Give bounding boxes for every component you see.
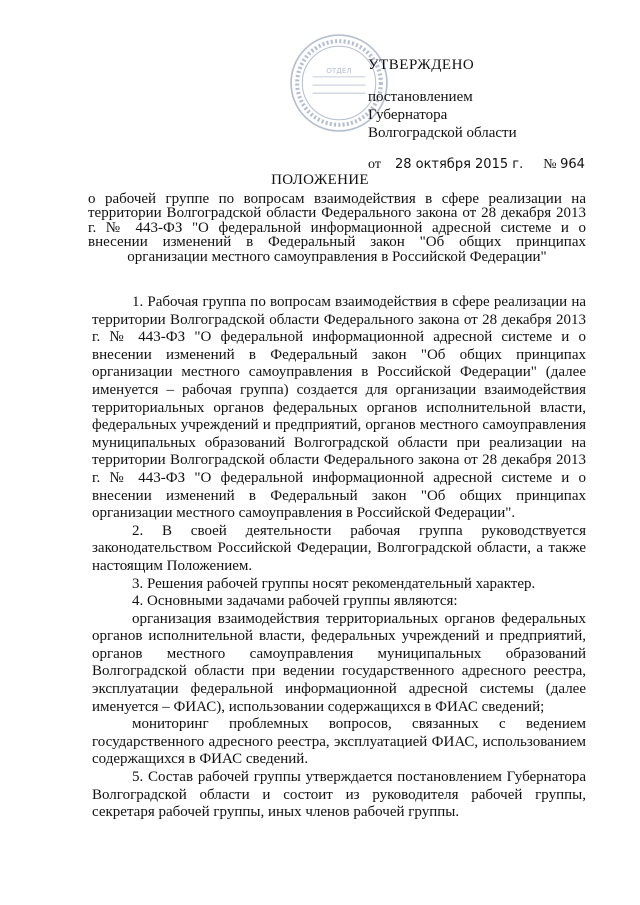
paragraph-1: 1. Рабочая группа по вопросам взаимодействия в сфере реализации на территории Волгоградской области Федерального закона от 28 декабря 2013 г. № 443-ФЗ "О федеральной информационной адресной системе и о внесении изменений в Федеральный закон "Об общих принципах организации местного самоуправления в Российской Федерации" (далее именуется – рабочая группа) создается для организации взаимодействия территориальных органов федеральных органов исполнительной власти, федеральных учреждений и предприятий, органов местного самоуправления муниципальных образований Волгоградской области при реализации на территории Волгоградской области Федерального закона от 28 декабря 2013 г. № 443-ФЗ "О федеральной информационной адресной системе и о внесении изменений в Федеральный закон "Об общих принципах организации местного самоуправления в Российской Федерации". (92, 294, 586, 522)
document-body (92, 294, 586, 822)
approval-block (368, 56, 588, 174)
approval-heading: УТВЕРЖДЕНО (368, 57, 475, 73)
approval-line-3: Волгоградской области (368, 125, 517, 141)
document-title: ПОЛОЖЕНИЕ (271, 172, 369, 188)
document-subtitle: о рабочей группе по вопросам взаимодействия в сфере реализации на территории Волгоградской области Федерального закона от 28 декабря 2013 г. № 443-ФЗ "О федеральной информационной адресной системе и о внесении изменений в Федеральный закон "Об общих принципах организации местного самоуправления в Российской Федерации" (88, 191, 586, 265)
date-prefix: от (368, 157, 381, 172)
paragraph-4: 4. Основными задачами рабочей группы являются: (132, 593, 458, 610)
date-value: 28 октября 2015 г. (394, 157, 524, 172)
number-prefix: № (543, 157, 557, 172)
paragraph-4-item-1: организация взаимодействия территориальных органов федеральных органов исполнительной власти, федеральных учреждений и предприятий, органов местного самоуправления муниципальных образований Волгоградской области при ведении государственного адресного реестра, эксплуатации федеральной информационной адресной системы (далее именуется – ФИАС), использовании содержащихся в ФИАС сведений; (92, 610, 586, 715)
paragraph-4-item-2: мониторинг проблемных вопросов, связанных с ведением государственного адресного реестра, эксплуатацией ФИАС, использованием содержащихся в ФИАС сведений. (92, 716, 586, 768)
paragraph-2: 2. В своей деятельности рабочая группа руководствуется законодательством Российской Федерации, Волгоградской области, а также настоящим Положением. (92, 522, 586, 574)
paragraph-5: 5. Состав рабочей группы утверждается постановлением Губернатора Волгоградской области и состоит из руководителя рабочей группы, секретаря рабочей группы, иных членов рабочей группы. (92, 769, 586, 821)
paragraph-3: 3. Решения рабочей группы носят рекомендательный характер. (132, 575, 536, 592)
stamp-text: ОТДЕЛ (326, 65, 352, 75)
approval-line-1: постановлением (368, 89, 473, 105)
approval-line-2: Губернатора (368, 107, 448, 123)
number-value: 964 (560, 157, 585, 172)
